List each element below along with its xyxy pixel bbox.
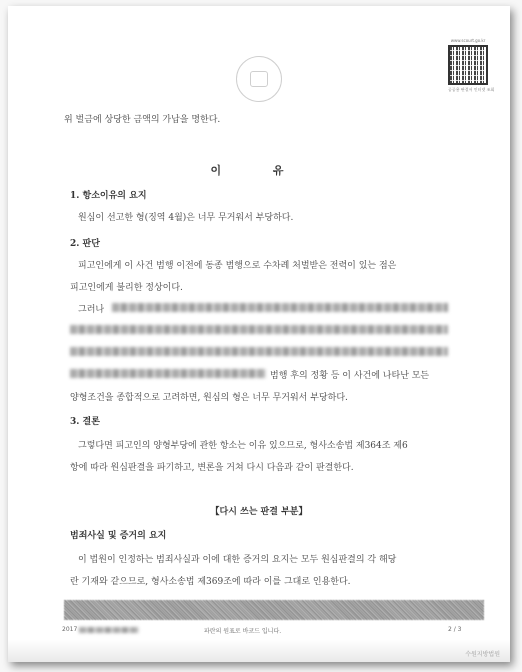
page-number: 2 / 3 [448, 626, 462, 633]
redacted-text [70, 369, 266, 378]
text-line: 란 기재와 같으므로, 형사소송법 제369조에 따라 이를 그대로 인용한다. [70, 577, 351, 587]
text-line: 이 법원이 인정하는 범죄사실과 이에 대한 증거의 요지는 모두 원심판결의 각 해당 [78, 555, 397, 565]
qr-caption: 공공용 판결서 인터넷 조회 [448, 87, 495, 92]
text-line: 피고인에게 불리한 정상이다. [70, 283, 183, 293]
redacted-case-number [79, 627, 139, 633]
rewritten-judgment-title: 【다시 쓰는 판결 부분】 [210, 507, 308, 517]
text-line: 항에 따라 원심판결을 파기하고, 변론을 거쳐 다시 다음과 같이 판결한다. [70, 463, 354, 473]
text-line: 그렇다면 피고인의 양형부당에 관한 항소는 이유 있으므로, 형사소송법 제364조 제6 [78, 441, 408, 451]
text-line: 범행 후의 정황 등 이 사건에 나타난 모든 [270, 371, 430, 381]
case-number: 2017 [62, 626, 139, 633]
section-title: 이 유 [210, 164, 308, 177]
text-line-start: 그러나 [78, 305, 105, 315]
text-line: 피고인에게 이 사건 범행 이전에 동종 범행으로 수차례 처벌받은 전력이 있는 점은 [78, 261, 397, 271]
footer-band [8, 640, 510, 662]
qr-code-icon [448, 45, 488, 85]
redacted-text [70, 347, 448, 356]
redacted-text [70, 325, 448, 334]
heading-judgment: 2. 판단 [70, 239, 100, 249]
text-line: 위 벌금에 상당한 금액의 가납을 명한다. [64, 115, 221, 125]
footer-note: 파란의 원표로 바코드 입니다. [204, 628, 282, 635]
court-mark: 수원지방법원 [465, 651, 500, 658]
heading-conclusion: 3. 결론 [70, 417, 100, 427]
document-page [8, 6, 510, 662]
qr-block [448, 38, 495, 93]
heading-appeal-reasons: 1. 항소이유의 요지 [70, 191, 147, 201]
heading-crime-facts: 범죄사실 및 증거의 요지 [70, 531, 167, 541]
court-seal-icon [236, 56, 282, 102]
text-line: 원심이 선고한 형(징역 4월)은 너무 무거워서 부당하다. [78, 213, 294, 223]
text-line: 양형조건을 종합적으로 고려하면, 원심의 형은 너무 무거워서 부당하다. [70, 393, 348, 403]
qr-url: www.scourt.go.kr [450, 38, 486, 43]
barcode-strip [64, 600, 484, 620]
redacted-text [112, 303, 448, 312]
